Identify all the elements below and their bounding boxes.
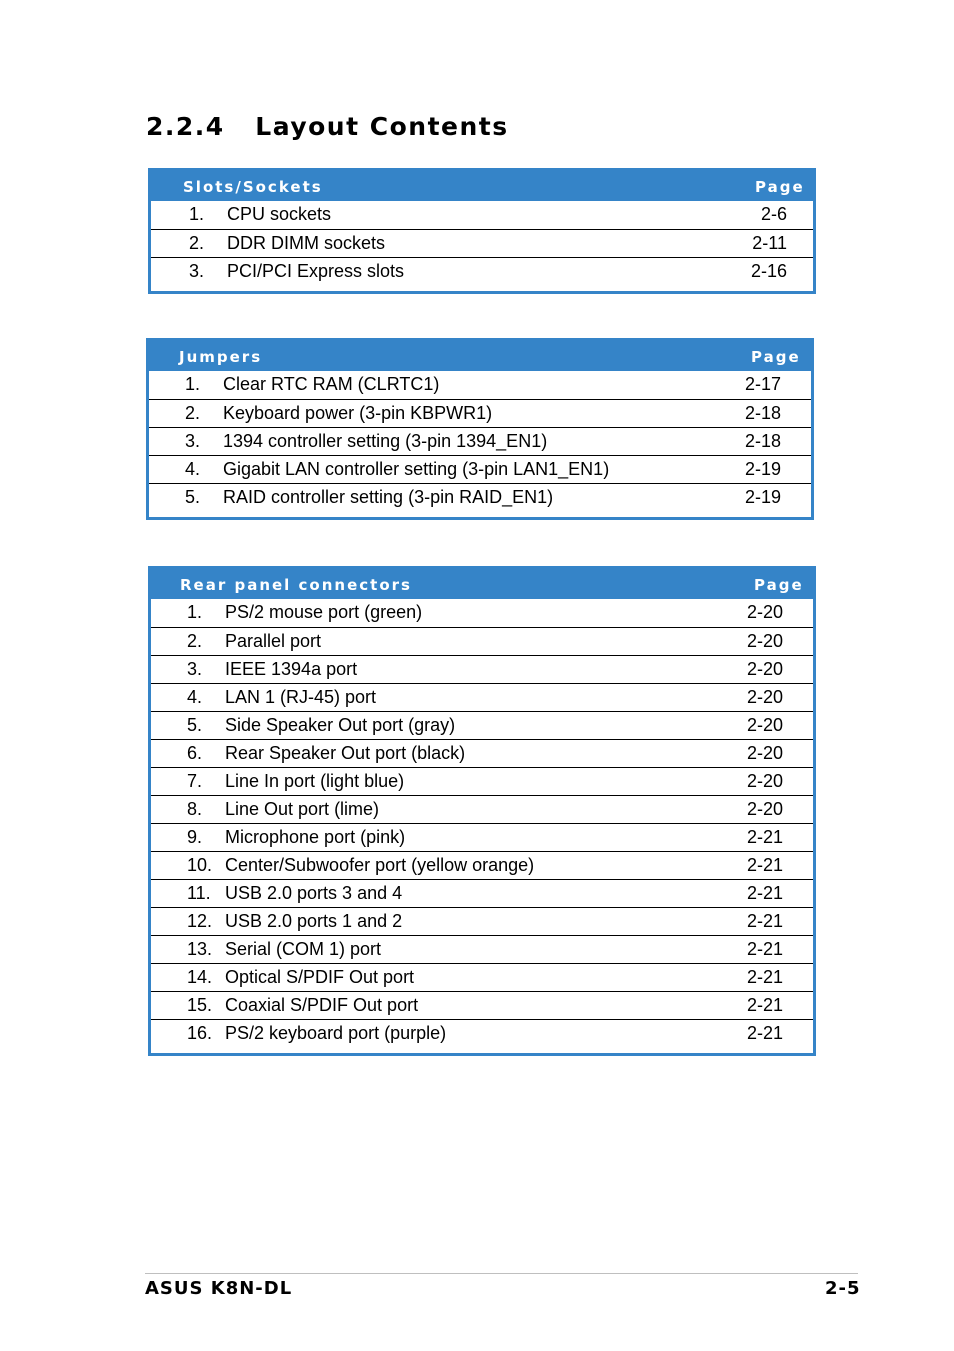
table-body [151, 201, 813, 291]
table-row [149, 455, 811, 483]
table-bottom-padding [149, 511, 811, 517]
table-row [151, 655, 813, 683]
table-bottom-padding [151, 1047, 813, 1053]
row-page: 2-20 [746, 715, 783, 735]
row-item: PS/2 keyboard port (purple) [225, 1023, 447, 1043]
row-number: 1. [185, 374, 201, 394]
row-page: 2-21 [746, 967, 783, 987]
table-row [151, 963, 813, 991]
row-number: 5. [187, 715, 203, 735]
row-item: PS/2 mouse port (green) [225, 602, 423, 622]
table-row [151, 599, 813, 627]
row-page: 2-21 [746, 827, 783, 847]
row-item: Line In port (light blue) [225, 771, 405, 791]
row-number: 2. [187, 631, 203, 651]
table-body [151, 599, 813, 1053]
row-item: Clear RTC RAM (CLRTC1) [223, 374, 440, 394]
row-number: 3. [189, 261, 205, 281]
row-page: 2-20 [746, 602, 783, 622]
row-page: 2-16 [750, 261, 787, 281]
row-item: IEEE 1394a port [225, 659, 358, 679]
row-item: Coaxial S/PDIF Out port [225, 995, 419, 1015]
row-number: 5. [185, 487, 201, 507]
table-row [149, 399, 811, 427]
table-row [151, 739, 813, 767]
row-item: RAID controller setting (3-pin RAID_EN1) [223, 487, 554, 507]
table-header [149, 341, 811, 371]
row-number: 4. [187, 687, 203, 707]
row-item: PCI/PCI Express slots [227, 261, 405, 281]
table-bottom-padding [151, 285, 813, 291]
row-item: USB 2.0 ports 3 and 4 [225, 883, 403, 903]
table-row [151, 711, 813, 739]
page-column-header: Page [754, 576, 804, 594]
row-number: 3. [185, 431, 201, 451]
row-item: Rear Speaker Out port (black) [225, 743, 466, 763]
row-number: 15. [187, 995, 213, 1015]
row-page: 2-20 [746, 659, 783, 679]
row-number: 7. [187, 771, 203, 791]
row-number: 10. [187, 855, 213, 875]
footer-product-name: ASUS K8N-DL [145, 1278, 293, 1299]
row-number: 1. [187, 602, 203, 622]
row-number: 4. [185, 459, 201, 479]
table-title: Jumpers [179, 348, 263, 366]
row-item: Gigabit LAN controller setting (3-pin LAN1_EN1) [223, 459, 610, 479]
table-row [151, 229, 813, 257]
table-row [151, 823, 813, 851]
table-header [151, 171, 813, 201]
row-page: 2-20 [746, 743, 783, 763]
row-page: 2-21 [746, 855, 783, 875]
table-header [151, 569, 813, 599]
row-item: LAN 1 (RJ-45) port [225, 687, 377, 707]
row-item: USB 2.0 ports 1 and 2 [225, 911, 403, 931]
table-row [151, 795, 813, 823]
row-item: Serial (COM 1) port [225, 939, 382, 959]
footer-page-number: 2-5 [825, 1278, 861, 1299]
row-item: DDR DIMM sockets [227, 233, 386, 253]
row-number: 12. [187, 911, 213, 931]
table-row [151, 201, 813, 229]
page-column-header: Page [751, 348, 801, 366]
row-page: 2-21 [746, 883, 783, 903]
section-heading: 2.2.4 Layout Contents [146, 112, 509, 141]
row-number: 8. [187, 799, 203, 819]
footer-divider [145, 1273, 858, 1274]
table-row [151, 991, 813, 1019]
row-number: 2. [189, 233, 205, 253]
row-number: 14. [187, 967, 213, 987]
row-page: 2-21 [746, 1023, 783, 1043]
row-item: CPU sockets [227, 204, 332, 224]
table-row [151, 1019, 813, 1047]
row-page: 2-6 [760, 204, 787, 224]
table-title: Slots/Sockets [183, 178, 323, 196]
row-page: 2-20 [746, 799, 783, 819]
row-page: 2-11 [752, 233, 787, 253]
row-page: 2-21 [746, 939, 783, 959]
table-row [151, 257, 813, 285]
table-row [151, 935, 813, 963]
row-item: Optical S/PDIF Out port [225, 967, 415, 987]
row-page: 2-21 [746, 911, 783, 931]
row-item: Side Speaker Out port (gray) [225, 715, 456, 735]
table-row [149, 427, 811, 455]
row-page: 2-19 [744, 459, 781, 479]
row-item: Line Out port (lime) [225, 799, 380, 819]
row-page: 2-18 [744, 403, 781, 423]
row-page: 2-17 [744, 374, 781, 394]
table-body [149, 371, 811, 517]
row-number: 2. [185, 403, 201, 423]
row-item: Keyboard power (3-pin KBPWR1) [223, 403, 493, 423]
table-row [151, 907, 813, 935]
row-number: 13. [187, 939, 213, 959]
row-page: 2-20 [746, 771, 783, 791]
row-number: 6. [187, 743, 203, 763]
row-number: 16. [187, 1023, 213, 1043]
row-number: 3. [187, 659, 203, 679]
row-item: Center/Subwoofer port (yellow orange) [225, 855, 535, 875]
row-item: 1394 controller setting (3-pin 1394_EN1) [223, 431, 548, 451]
jumpers-table [146, 338, 814, 520]
table-row [151, 851, 813, 879]
table-row [151, 683, 813, 711]
table-row [151, 879, 813, 907]
table-row [151, 627, 813, 655]
row-page: 2-19 [744, 487, 781, 507]
row-page: 2-18 [744, 431, 781, 451]
slots-sockets-table [148, 168, 816, 294]
rear-panel-connectors-table [148, 566, 816, 1056]
row-number: 1. [189, 204, 205, 224]
table-title: Rear panel connectors [180, 576, 412, 594]
row-item: Parallel port [225, 631, 322, 651]
row-number: 11. [187, 883, 211, 903]
page-column-header: Page [755, 178, 805, 196]
row-item: Microphone port (pink) [225, 827, 406, 847]
table-row [149, 371, 811, 399]
row-number: 9. [187, 827, 203, 847]
table-row [151, 767, 813, 795]
row-page: 2-20 [746, 631, 783, 651]
row-page: 2-21 [746, 995, 783, 1015]
row-page: 2-20 [746, 687, 783, 707]
table-row [149, 483, 811, 511]
